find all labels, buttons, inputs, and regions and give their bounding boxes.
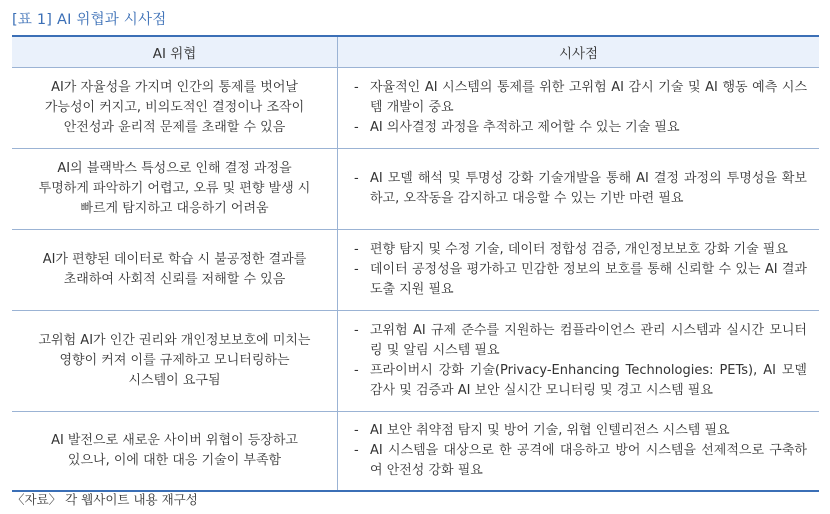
implication-item	[354, 78, 807, 118]
threat-table	[12, 35, 819, 492]
implication-item	[354, 321, 807, 361]
threat-line: AI 발전으로 새로운 사이버 위협이 등장하고	[51, 433, 298, 448]
implication-text: 데이터 공정성을 평가하고 민감한 정보의 보호를 통해 신뢰할 수 있는 AI 결과 도출 지원 필요	[370, 262, 807, 297]
implication-text: AI 시스템을 대상으로 한 공격에 대응하고 방어 시스템을 선제적으로 구축하여 안전성 강화 필요	[370, 443, 807, 478]
threat-line: 빠르게 탐지하고 대응하기 어려움	[80, 201, 269, 216]
threat-cell	[12, 412, 338, 492]
threat-cell	[12, 311, 338, 412]
threat-line: 영향이 커져 이를 규제하고 모니터링하는	[59, 353, 290, 368]
implication-text: 프라이버시 강화 기술(Privacy-Enhancing Technologies: PETs), AI 모델 감사 및 검증과 AI 보안 실시간 모니터링 및 경고 시스템 필요	[370, 363, 807, 398]
bullet-dash: -	[354, 443, 359, 458]
bullet-dash: -	[354, 80, 359, 95]
threat-line: AI의 블랙박스 특성으로 인해 결정 과정을	[57, 161, 292, 176]
table-row	[12, 311, 819, 412]
bullet-dash: -	[354, 363, 359, 378]
bullet-dash: -	[354, 120, 359, 135]
column-header-implication: 시사점	[338, 36, 820, 68]
table-row	[12, 68, 819, 149]
threat-line: 가능성이 커지고, 비의도적인 결정이나 조작이	[44, 100, 305, 115]
threat-line: 초래하여 사회적 신뢰를 저해할 수 있음	[63, 272, 286, 287]
implication-cell	[338, 230, 820, 311]
implication-item	[354, 421, 807, 441]
threat-line: 고위험 AI가 인간 권리와 개인정보보호에 미치는	[38, 333, 311, 348]
bullet-dash: -	[354, 242, 359, 257]
threat-line: AI가 자율성을 가지며 인간의 통제를 벗어날	[51, 80, 298, 95]
table-caption: [표 1] AI 위협과 시사점	[12, 12, 167, 28]
implication-text: 자율적인 AI 시스템의 통제를 위한 고위험 AI 감시 기술 및 AI 행동 예측 시스템 개발이 중요	[370, 80, 807, 115]
threat-cell	[12, 149, 338, 230]
threat-line: 있으나, 이에 대한 대응 기술이 부족함	[67, 453, 282, 468]
implication-cell	[338, 412, 820, 492]
implication-item	[354, 240, 807, 260]
implication-item	[354, 169, 807, 209]
bullet-dash: -	[354, 171, 359, 186]
threat-line: 안전성과 윤리적 문제를 초래할 수 있음	[63, 120, 286, 135]
implication-cell	[338, 149, 820, 230]
implication-item	[354, 361, 807, 401]
implication-text: AI 보안 취약점 탐지 및 방어 기술, 위협 인텔리전스 시스템 필요	[370, 423, 730, 438]
source-note: 〈자료〉 각 웹사이트 내용 재구성	[12, 492, 198, 507]
bullet-dash: -	[354, 323, 359, 338]
implication-text: 편향 탐지 및 수정 기술, 데이터 정합성 검증, 개인정보보호 강화 기술 필요	[370, 242, 788, 257]
table-row	[12, 149, 819, 230]
bullet-dash: -	[354, 262, 359, 277]
threat-line: AI가 편향된 데이터로 학습 시 불공정한 결과를	[42, 252, 307, 267]
implication-text: AI 모델 해석 및 투명성 강화 기술개발을 통해 AI 결정 과정의 투명성을 확보하고, 오작동을 감지하고 대응할 수 있는 기반 마련 필요	[370, 171, 807, 206]
threat-line: 투명하게 파악하기 어렵고, 오류 및 편향 발생 시	[38, 181, 311, 196]
implication-cell	[338, 68, 820, 149]
table-row	[12, 412, 819, 492]
implication-item	[354, 118, 807, 138]
implication-item	[354, 441, 807, 481]
bullet-dash: -	[354, 423, 359, 438]
implication-cell	[338, 311, 820, 412]
column-header-threat: AI 위협	[12, 36, 338, 68]
threat-line: 시스템이 요구됨	[128, 373, 221, 388]
threat-cell	[12, 230, 338, 311]
implication-item	[354, 260, 807, 300]
implication-text: AI 의사결정 과정을 추적하고 제어할 수 있는 기술 필요	[370, 120, 680, 135]
implication-text: 고위험 AI 규제 준수를 지원하는 컴플라이언스 관리 시스템과 실시간 모니터링 및 알림 시스템 필요	[370, 323, 807, 358]
table-row	[12, 230, 819, 311]
threat-cell	[12, 68, 338, 149]
